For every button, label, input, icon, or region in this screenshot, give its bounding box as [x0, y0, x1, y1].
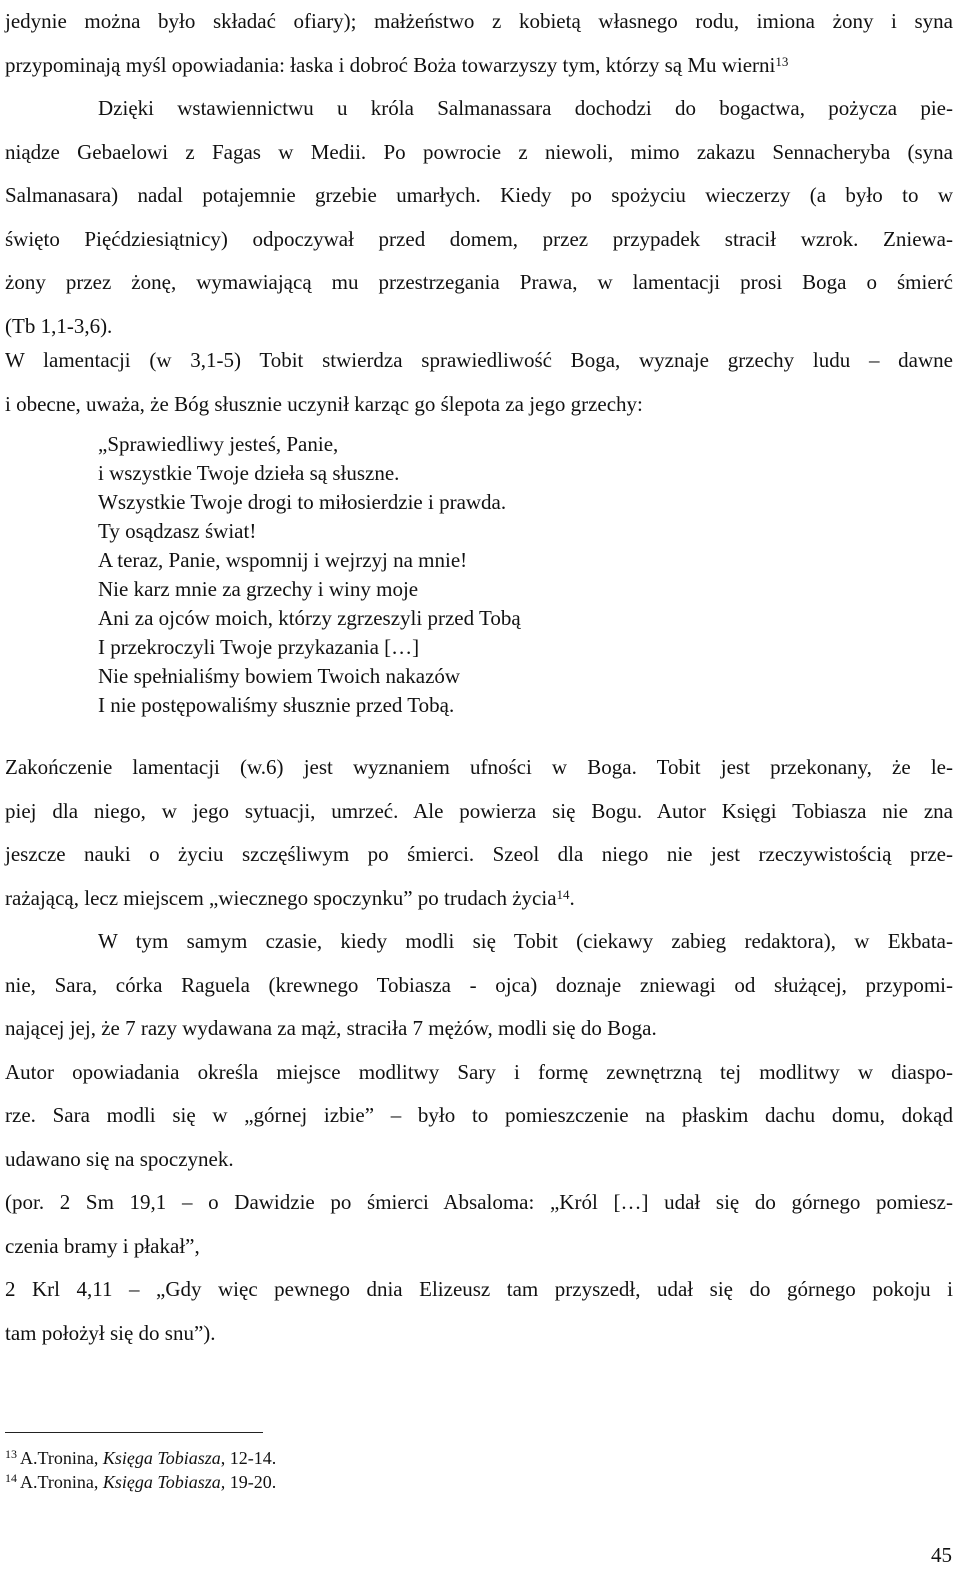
poem-line: „Sprawiedliwy jesteś, Panie,	[98, 432, 339, 456]
poem-line: I przekroczyli Twoje przykazania […]	[98, 635, 420, 659]
paragraph-lamentation-intro	[5, 339, 953, 426]
text-line: Autor opowiadania określa miejsce modlitwy Sary i formę zewnętrzną tej modlitwy w diaspo-	[5, 1059, 953, 1084]
text-line: Dzięki wstawiennictwu u króla Salmanassara dochodzi do bogactwa, pożycza pie-	[98, 96, 953, 120]
footnote-number: 13	[5, 1447, 17, 1461]
poem-line: Nie karz mnie za grzechy i winy moje	[98, 577, 419, 601]
footnote-13	[5, 1446, 276, 1470]
text-line: W tym samym czasie, kiedy modli się Tobit (ciekawy zabieg redaktora), w Ekbata-	[98, 929, 953, 953]
paragraph-tobit-summary	[5, 0, 953, 348]
paragraph-lamentation-end	[5, 746, 953, 1355]
text-line: jeszcze nauki o życiu szczęśliwym po śmierci. Szeol dla niego nie jest rzeczywistością prze-	[5, 842, 953, 866]
footnote-title: Księga Tobiasza	[102, 1448, 221, 1468]
poem-line: Ani za ojców moich, którzy zgrzeszyli przed Tobą	[98, 606, 521, 630]
text-line	[5, 44, 953, 88]
poem-line: Wszystkie Twoje drogi to miłosierdzie i prawda.	[98, 490, 507, 514]
text-line: 2 Krl 4,11 – „Gdy więc pewnego dnia Elizeusz tam przyszedł, udał się do górnego pokoju i	[5, 1277, 953, 1301]
text-line: i obecne, uważa, że Bóg słusznie uczynił karząc go ślepota za jego grzechy:	[5, 391, 643, 416]
text-line: czenia bramy i płakał”,	[5, 1233, 200, 1258]
text-line: W lamentacji (w 3,1-5) Tobit stwierdza sprawiedliwość Boga, wyznaje grzechy ludu – dawne	[5, 348, 953, 372]
text-line: niądze Gebaelowi z Fagas w Medii. Po powrocie z niewoli, mimo zakazu Sennacheryba (syna	[5, 139, 953, 164]
text-line: nie, Sara, córka Raguela (krewnego Tobiasza - ojca) doznaje zniewagi od służącej, przypomi-	[5, 972, 953, 997]
footnote-title: Księga Tobiasza,	[102, 1472, 226, 1492]
text-span: przypominają myśl opowiadania: łaska i dobroć Boża towarzyszy tym, którzy są Mu wierni	[5, 52, 776, 77]
quoted-prayer	[98, 430, 521, 720]
footnote-14	[5, 1470, 276, 1494]
text-line: nającej jej, że 7 razy wydawana za mąż, straciła 7 mężów, modli się do Boga.	[5, 1016, 657, 1040]
footnote-author: A.Tronina,	[20, 1472, 103, 1492]
poem-line: i wszystkie Twoje dzieła są słuszne.	[98, 461, 400, 485]
page-number: 45	[931, 1543, 952, 1567]
text-line: udawano się na spoczynek.	[5, 1146, 234, 1171]
text-line: (Tb 1,1-3,6).	[5, 313, 113, 338]
text-line: Salmanasara) nadal potajemnie grzebie umarłych. Kiedy po spożyciu wieczerzy (a było to w	[5, 183, 953, 207]
poem-line: Ty osądzasz świat!	[98, 519, 257, 543]
footnote-pages: , 12-14.	[220, 1448, 277, 1468]
text-span: .	[569, 885, 575, 910]
footnote-number: 14	[5, 1471, 17, 1485]
footnotes	[5, 1446, 276, 1494]
poem-line: Nie spełnialiśmy bowiem Twoich nakazów	[98, 664, 461, 688]
footnote-ref-13[interactable]: 13	[775, 53, 789, 69]
text-line: rze. Sara modli się w „górnej izbie” – było to pomieszczenie na płaskim dachu domu, dokąd	[5, 1103, 953, 1127]
footnote-separator	[5, 1432, 263, 1433]
text-line: jedynie można było składać ofiary); małżeństwo z kobietą własnego rodu, imiona żony i syna	[5, 9, 953, 33]
footnote-pages: 19-20.	[225, 1472, 277, 1492]
text-line: żony przez żonę, wymawiającą mu przestrzegania Prawa, w lamentacji prosi Boga o śmierć	[5, 270, 953, 294]
text-line	[5, 877, 953, 921]
text-span: rażającą, lecz miejscem „wiecznego spoczynku” po trudach życia	[5, 885, 557, 910]
text-line: święto Pięćdziesiątnicy) odpoczywał przed domem, przez przypadek stracił wzrok. Zniewa-	[5, 226, 953, 251]
footnote-author: A.Tronina,	[20, 1448, 103, 1468]
text-line: tam położył się do snu”).	[5, 1320, 216, 1345]
text-line: Zakończenie lamentacji (w.6) jest wyznaniem ufności w Boga. Tobit jest przekonany, że le-	[5, 755, 953, 779]
footnote-ref-14[interactable]: 14	[556, 886, 570, 902]
text-line: piej dla niego, w jego sytuacji, umrzeć. Ale powierza się Bogu. Autor Księgi Tobiasza nie zna	[5, 798, 953, 823]
poem-line: A teraz, Panie, wspomnij i wejrzyj na mnie!	[98, 548, 468, 572]
poem-line: I nie postępowaliśmy słusznie przed Tobą.	[98, 693, 455, 717]
text-line: (por. 2 Sm 19,1 – o Dawidzie po śmierci Absaloma: „Król […] udał się do górnego pomiesz-	[5, 1190, 953, 1214]
